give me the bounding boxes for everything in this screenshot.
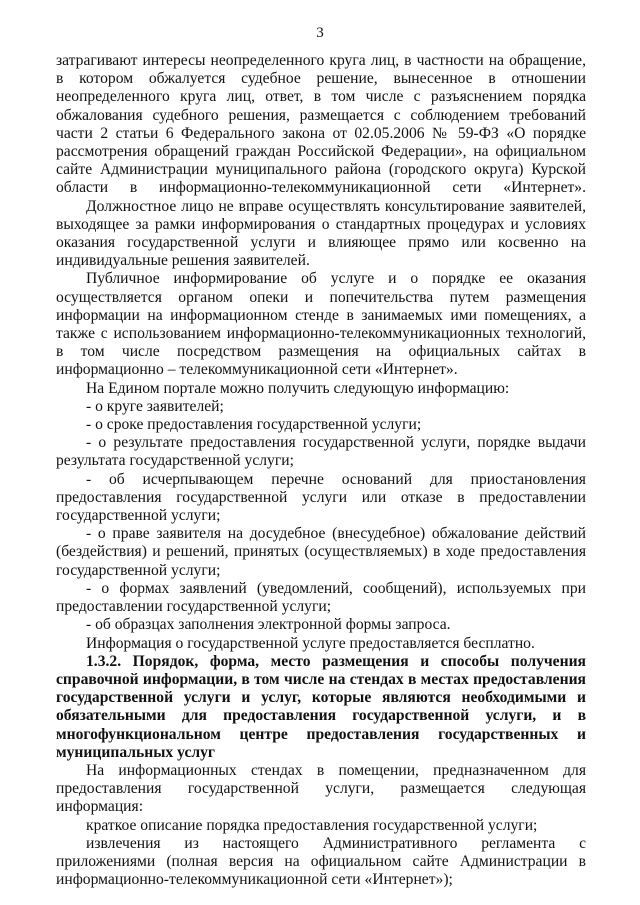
list-item: - об образцах заполнения электронной формы запроса.: [86, 616, 451, 634]
paragraph: краткое описание порядка предоставления государственной услуги;: [86, 816, 538, 834]
paragraph: Публичное информирование об услуге и о порядке ее оказания осуществляется органом опеки и попечительства путем размещения информации на информационном стенде в занимаемых ими помещениях, а также с использованием информационно-телекоммуникационных технологий, в том числе посредством размещения на официальных сайтах в информационно – телекоммуникационной сети «Интернет».: [56, 270, 586, 379]
paragraph: На информационных стендах в помещении, предназначенном для предоставления государственной услуги, размещается следующая информация:: [56, 761, 586, 816]
paragraph: затрагивают интересы неопределенного круга лиц, в частности на обращение, в котором обжалуется судебное решение, вынесенное в отношении неопределенного круга лиц, ответ, в том числе с разъяснением порядка обжалования судебного решения, размещается с соблюдением требований части 2 статьи 6 Федерального закона от 02.05.2006 № 59-ФЗ «О порядке рассмотрения обращений граждан Российской Федерации», на официальном сайте Администрации муниципального района (городского округа) Курской области в информационно-телекоммуникационной сети «Интернет».: [56, 52, 586, 197]
list-item: - о праве заявителя на досудебное (внесудебное) обжалование действий (бездействия) и решений, принятых (осуществляемых) в ходе предоставления государственной услуги;: [56, 525, 586, 579]
list-item: - о сроке предоставления государственной услуги;: [86, 416, 422, 434]
paragraph: Информация о государственной услуге предоставляется бесплатно.: [86, 634, 535, 652]
list-item: - о формах заявлений (уведомлений, сообщений), используемых при предоставлении государственной услуги;: [56, 579, 586, 616]
paragraph: Должностное лицо не вправе осуществлять консультирование заявителей, выходящее за рамки информирования о стандартных процедурах и условиях оказания государственной услуги и влияющее прямо или косвенно на индивидуальные решения заявителей.: [56, 197, 586, 270]
list-item: - об исчерпывающем перечне оснований для приостановления предоставления государственной услуги или отказе в предоставлении государственной услуги;: [56, 470, 586, 525]
section-heading: 1.3.2. Порядок, форма, место размещения и способы получения справочной информации, в том числе на стендах в местах предоставления государственной услуги и услуг, которые являются необходимыми и обязательными для предоставления государственной услуги, и в многофункциональном центре предоставления государственных и муниципальных услуг: [56, 652, 586, 761]
list-item: - о результате предоставления государственной услуги, порядке выдачи результата государственной услуги;: [56, 434, 586, 470]
paragraph: На Едином портале можно получить следующую информацию:: [86, 379, 510, 397]
page-number: 3: [316, 25, 324, 41]
document-body: [56, 52, 586, 889]
list-item: - о круге заявителей;: [86, 397, 224, 415]
paragraph: извлечения из настоящего Административного регламента с приложениями (полная версия на официальном сайте Администрации в информационно-телекоммуникационной сети «Интернет»);: [56, 834, 586, 889]
